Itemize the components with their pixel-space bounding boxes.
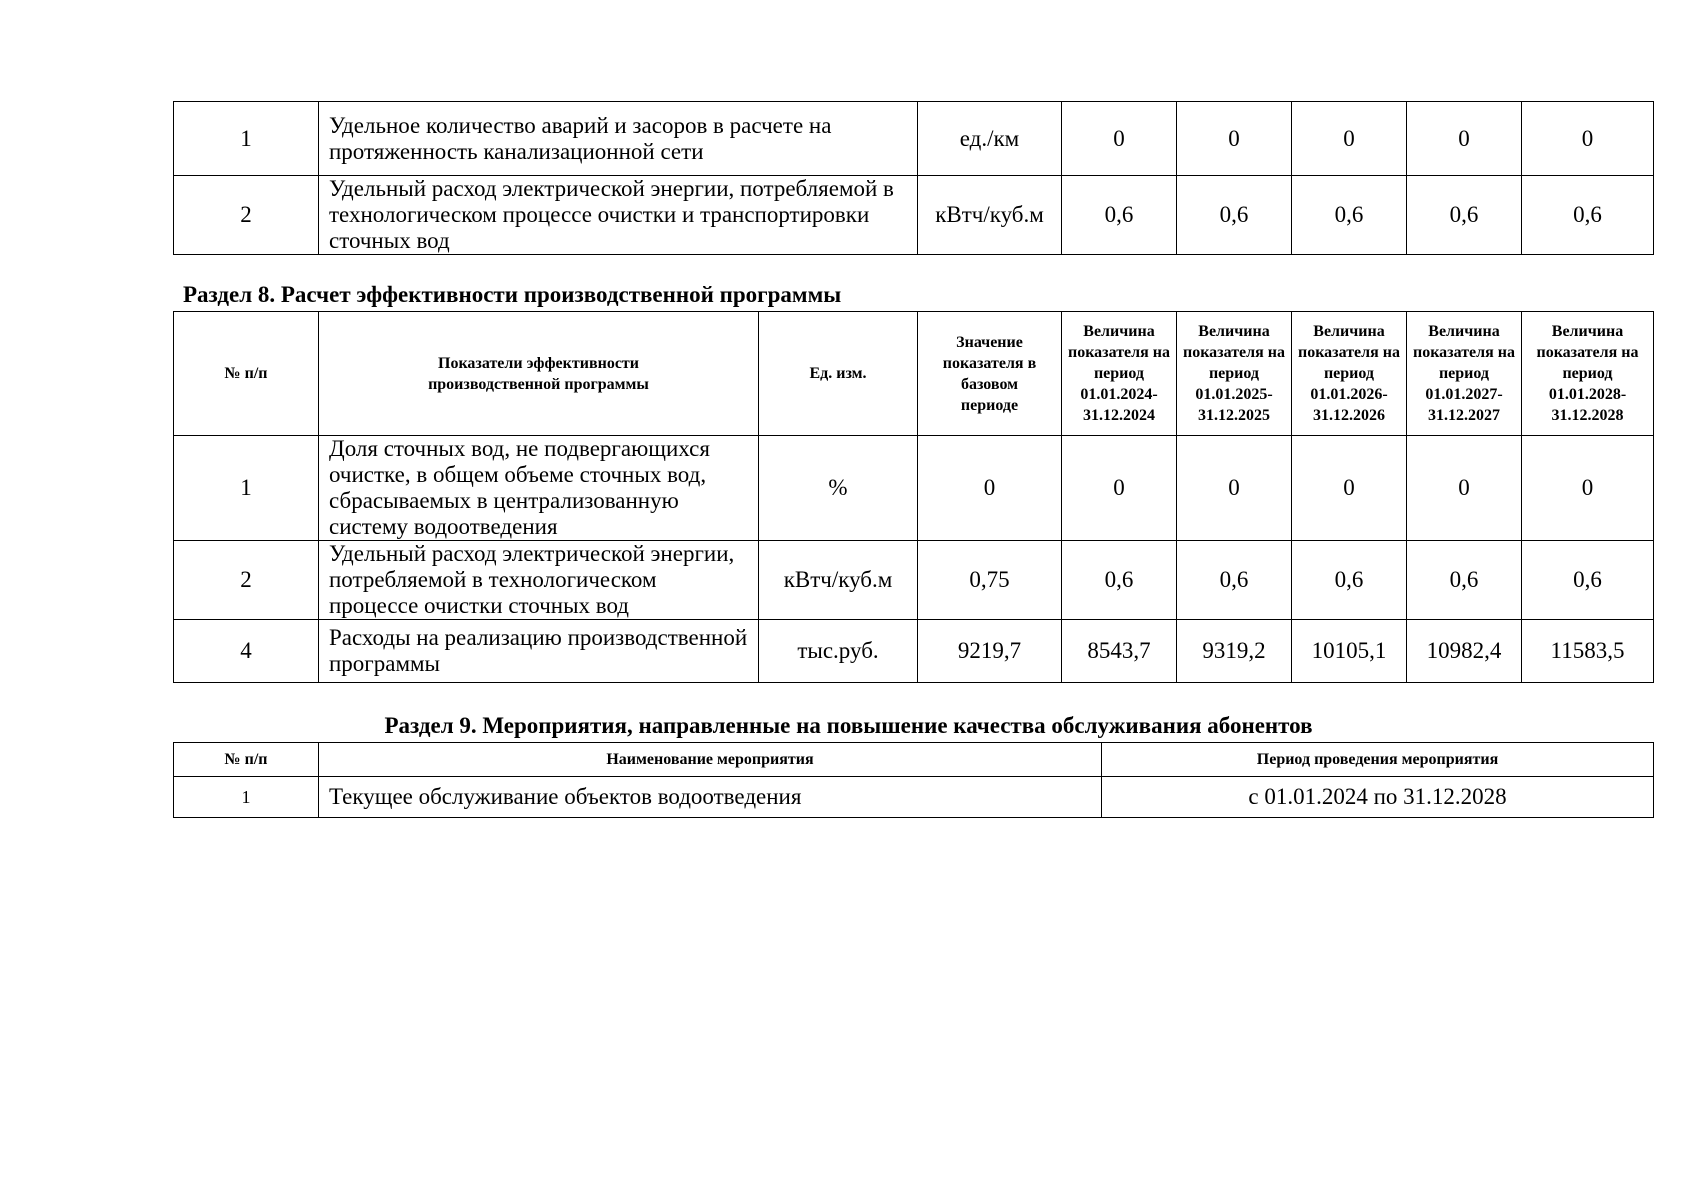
row-num: 1 (174, 102, 319, 176)
row-value: 0 (1292, 436, 1407, 541)
header-period: Величина показателя на период 01.01.2024-31.12.2024 (1062, 312, 1177, 436)
header-unit: Ед. изм. (759, 312, 918, 436)
table-row (174, 541, 1654, 620)
header-num: № п/п (174, 312, 319, 436)
row-unit: кВтч/куб.м (759, 541, 918, 620)
row-period: с 01.01.2024 по 31.12.2028 (1102, 777, 1654, 818)
table-section8 (173, 311, 1654, 683)
row-value: 8543,7 (1062, 620, 1177, 683)
header-indicator: Показатели эффективности производственной программы (319, 312, 759, 436)
table-row (174, 176, 1654, 255)
row-base: 9219,7 (918, 620, 1062, 683)
header-name: Наименование мероприятия (319, 743, 1102, 777)
row-value: 10982,4 (1407, 620, 1522, 683)
row-unit: кВтч/куб.м (918, 176, 1062, 255)
row-value: 0,6 (1177, 176, 1292, 255)
row-value: 0 (1062, 436, 1177, 541)
row-name: Удельный расход электрической энергии, потребляемой в технологическом процессе очистки сточных вод (319, 541, 759, 620)
table-row (174, 102, 1654, 176)
row-value: 0,6 (1177, 541, 1292, 620)
row-value: 0,6 (1292, 176, 1407, 255)
row-num: 1 (174, 777, 319, 818)
header-period: Величина показателя на период 01.01.2028-31.12.2028 (1522, 312, 1654, 436)
header-period: Величина показателя на период 01.01.2027-31.12.2027 (1407, 312, 1522, 436)
row-value: 0,6 (1407, 541, 1522, 620)
row-value: 0 (1292, 102, 1407, 176)
row-value: 0,6 (1062, 176, 1177, 255)
section8-title: Раздел 8. Расчет эффективности производственной программы (183, 282, 842, 307)
header-num: № п/п (174, 743, 319, 777)
row-value: 0 (1177, 436, 1292, 541)
row-value: 0 (1522, 436, 1654, 541)
row-unit: ед./км (918, 102, 1062, 176)
row-num: 1 (174, 436, 319, 541)
table-row (174, 620, 1654, 683)
row-name: Доля сточных вод, не подвергающихся очистке, в общем объеме сточных вод, сбрасываемых в централизованную систему водоотведения (319, 436, 759, 541)
row-unit: % (759, 436, 918, 541)
row-value: 0 (1062, 102, 1177, 176)
table-section9 (173, 742, 1654, 818)
header-period: Величина показателя на период 01.01.2025-31.12.2025 (1177, 312, 1292, 436)
row-value: 0,6 (1407, 176, 1522, 255)
row-value: 0,6 (1522, 541, 1654, 620)
row-value: 11583,5 (1522, 620, 1654, 683)
row-value: 10105,1 (1292, 620, 1407, 683)
header-period: Период проведения мероприятия (1102, 743, 1654, 777)
row-name: Текущее обслуживание объектов водоотведения (319, 777, 1102, 818)
row-value: 0 (1522, 102, 1654, 176)
row-unit: тыс.руб. (759, 620, 918, 683)
table-header-row (174, 312, 1654, 436)
row-value: 9319,2 (1177, 620, 1292, 683)
row-num: 4 (174, 620, 319, 683)
table-section7 (173, 101, 1654, 255)
row-value: 0 (1407, 436, 1522, 541)
row-base: 0,75 (918, 541, 1062, 620)
table-row (174, 436, 1654, 541)
row-name: Удельное количество аварий и засоров в расчете на протяженность канализационной сети (319, 102, 918, 176)
header-base: Значение показателя в базовом периоде (918, 312, 1062, 436)
row-value: 0,6 (1062, 541, 1177, 620)
row-value: 0 (1177, 102, 1292, 176)
row-value: 0,6 (1522, 176, 1654, 255)
row-base: 0 (918, 436, 1062, 541)
row-value: 0 (1407, 102, 1522, 176)
row-name: Удельный расход электрической энергии, потребляемой в технологическом процессе очистки и транспортировки сточных вод (319, 176, 918, 255)
row-num: 2 (174, 541, 319, 620)
section9-title: Раздел 9. Мероприятия, направленные на повышение качества обслуживания абонентов (384, 713, 1313, 738)
row-num: 2 (174, 176, 319, 255)
table-header-row (174, 743, 1654, 777)
row-name: Расходы на реализацию производственной программы (319, 620, 759, 683)
header-period: Величина показателя на период 01.01.2026-31.12.2026 (1292, 312, 1407, 436)
table-row (174, 777, 1654, 818)
row-value: 0,6 (1292, 541, 1407, 620)
